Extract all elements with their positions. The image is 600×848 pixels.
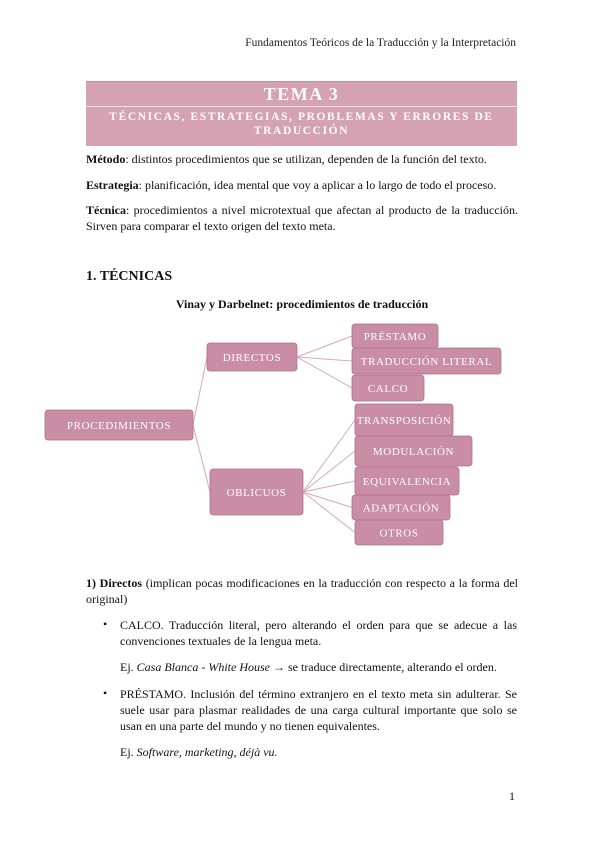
connector-line	[303, 492, 355, 533]
text-estrategia: : planificación, idea mental que voy a aplicar a lo largo de todo el proceso.	[138, 178, 497, 192]
connector-line	[303, 420, 355, 492]
running-header: Fundamentos Teóricos de la Traducción y la Interpretación	[245, 37, 516, 49]
bullet-prestamo: PRÉSTAMO. Inclusión del término extranjero en el texto meta sin adulterar. Se suele usar para plasmar realidades de una carga cultural importante que solo se usan en una parte del mundo y no tienen equivalentes.	[120, 687, 517, 733]
bullet-calco: CALCO. Traducción literal, pero alterando el orden para que se adecue a las convenciones textuales de la lengua meta.	[120, 618, 517, 648]
directos-intro-text: (implican pocas modificaciones en la traducción con respecto a la forma del original)	[86, 576, 518, 606]
node-directos-child-label: PRÉSTAMO	[363, 331, 427, 343]
node-oblicuos-child	[355, 404, 453, 436]
text-metodo: : distintos procedimientos que se utilizan, dependen de la función del texto.	[125, 152, 487, 166]
term-tecnica: Técnica	[86, 203, 126, 217]
node-oblicuos-child-label: OTROS	[379, 527, 419, 540]
connector-line	[193, 425, 210, 492]
section-heading: 1. TÉCNICAS	[86, 269, 173, 284]
node-oblicuos-child-label: MODULACIÓN	[372, 446, 455, 458]
diagram-nodes	[45, 324, 501, 545]
node-oblicuos-label: OBLICUOS	[226, 487, 287, 499]
connector-line	[297, 357, 352, 388]
example-prestamo	[120, 744, 517, 760]
connector-line	[193, 357, 207, 425]
node-directos-label: DIRECTOS	[222, 352, 282, 364]
node-directos-child	[352, 348, 501, 374]
term-estrategia: Estrategia	[86, 178, 139, 192]
connector-line	[303, 451, 355, 492]
subtitle-line-1: TÉCNICAS, ESTRATEGIAS, PROBLEMAS Y ERRORES DE	[109, 111, 494, 123]
node-procedimientos	[45, 410, 193, 440]
node-directos-child-label: TRADUCCIÓN LITERAL	[360, 356, 493, 368]
node-oblicuos-child	[355, 436, 472, 466]
term-metodo: Método	[86, 152, 126, 166]
node-oblicuos-child	[352, 495, 450, 520]
example-italic: Software, marketing, déjà vu.	[136, 745, 278, 759]
node-directos-child-label: CALCO	[367, 383, 409, 395]
node-oblicuos-child	[355, 467, 459, 495]
node-oblicuos	[210, 469, 303, 515]
chapter-title: TEMA 3	[86, 82, 517, 107]
page-number: 1	[509, 789, 515, 803]
diagram-title: Vinay y Darbelnet: procedimientos de traducción	[175, 297, 429, 311]
directos-intro	[86, 575, 518, 607]
node-oblicuos-child-label: EQUIVALENCIA	[362, 476, 452, 488]
connector-line	[297, 336, 352, 357]
example-prefix: Ej.	[120, 745, 137, 759]
connector-line	[303, 481, 355, 492]
example-calco	[120, 659, 517, 675]
example-italic: Casa Blanca - White House	[136, 660, 270, 674]
example-prefix: Ej.	[120, 660, 137, 674]
node-oblicuos-child-label: ADAPTACIÓN	[362, 502, 440, 515]
directos-term: 1) Directos	[86, 576, 143, 590]
node-oblicuos-child	[355, 520, 443, 545]
bullet-dot: •	[103, 617, 108, 631]
example-suffix: → se traduce directamente, alterando el orden.	[269, 660, 497, 674]
connector-line	[297, 357, 352, 361]
subtitle-line-2: TRADUCCIÓN	[253, 125, 350, 137]
connector-line	[303, 492, 352, 508]
node-procedimientos-label: PROCEDIMIENTOS	[66, 420, 172, 432]
bullet-dot: •	[103, 686, 108, 700]
node-directos-child	[352, 375, 424, 401]
node-directos	[207, 343, 297, 371]
node-oblicuos-child-label: TRANSPOSICIÓN	[356, 415, 452, 427]
node-directos-child	[352, 324, 438, 348]
text-tecnica: : procedimientos a nivel microtextual que afectan al producto de la traducción. Sirven para comparar el texto origen del texto meta.	[86, 203, 518, 233]
